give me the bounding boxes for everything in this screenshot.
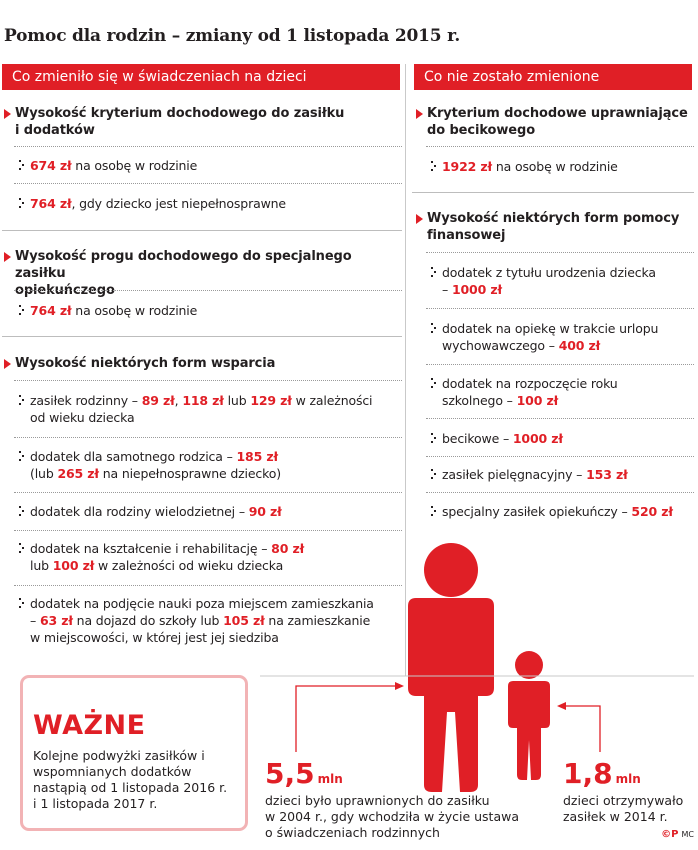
right-column-header: Co nie zostało zmienione — [414, 64, 692, 90]
amount: 764 zł — [30, 196, 72, 211]
list-item: dodatek na podjęcie nauki poza miejscem zamieszkania – 63 zł na dojazd do szkoły lub 105 zł na zamieszkanie w miejscowości, w której jest jej siedziba — [18, 595, 402, 646]
list-item: dodatek na kształcenie i rehabilitację – 80 zł lub 100 zł w zależności od wieku dziecka — [18, 540, 398, 574]
list-item: dodatek na rozpoczęcie roku szkolnego – 100 zł — [430, 375, 692, 409]
list-item: zasiłek pielęgnacyjny – 153 zł — [430, 466, 692, 483]
list-item: dodatek z tytułu urodzenia dziecka – 1000 zł — [430, 264, 692, 298]
section-title-line: do becikowego — [427, 123, 536, 138]
section-title-line: Wysokość niektórych form wsparcia — [15, 356, 276, 371]
amount: 185 zł — [236, 449, 278, 464]
important-note-text: Kolejne podwyżki zasiłków i wspomnianych dodatków nastąpią od 1 listopada 2016 r. i 1 listopada 2017 r. — [33, 748, 228, 811]
amount: 520 zł — [631, 504, 673, 519]
amount: 80 zł — [271, 541, 305, 556]
list-item: dodatek na opiekę w trakcie urlopu wychowawczego – 400 zł — [430, 320, 692, 354]
amount: 153 zł — [586, 467, 628, 482]
amount: 400 zł — [558, 338, 601, 353]
item-text: na osobę w rodzinie — [492, 159, 618, 174]
amount: 100 zł — [52, 558, 95, 573]
stat-received-2014-text: dzieci otrzymywało zasiłek w 2014 r. — [563, 793, 684, 824]
amount: 674 zł — [30, 158, 72, 173]
section-title-line: finansowej — [427, 228, 506, 243]
credit — [661, 829, 694, 840]
amount: 118 zł — [182, 393, 224, 408]
publisher-logo-icon: ©P — [661, 829, 679, 840]
list-item: zasiłek rodzinny – 89 zł, 118 zł lub 129 zł w zależności od wieku dziecka — [18, 392, 398, 426]
amount: 265 zł — [57, 466, 99, 481]
amount: 129 zł — [250, 393, 292, 408]
arrow-head-icon — [395, 682, 404, 690]
page-title: Pomoc dla rodzin – zmiany od 1 listopada 2015 r. — [4, 26, 461, 46]
amount: 105 zł — [223, 613, 265, 628]
amount: 1000 zł — [451, 282, 502, 297]
section-title-line: i dodatków — [15, 123, 95, 138]
important-note-box — [20, 675, 248, 831]
section-title-line: Wysokość kryterium dochodowego do zasiłku — [15, 106, 345, 121]
section-title-line: opiekuńczego — [15, 283, 115, 298]
left-column-header: Co zmieniło się w świadczeniach na dzieci — [2, 64, 400, 90]
amount: 1922 zł — [442, 159, 493, 174]
arrow-to-adult — [296, 686, 395, 752]
arrow-to-child — [566, 706, 600, 752]
arrow-head-icon — [557, 702, 566, 710]
section-title-line: Kryterium dochodowe uprawniające — [427, 106, 688, 121]
list-item: becikowe – 1000 zł — [430, 430, 692, 447]
section-title-line: Wysokość niektórych form pomocy — [427, 211, 680, 226]
stat-eligible-2004-text: dzieci było uprawnionych do zasiłku w 2004 r., gdy wchodziła w życie ustawa o świadczeniach rodzinnych — [265, 793, 519, 840]
important-note-title: WAŻNE — [33, 710, 146, 741]
stat-eligible-2004-value: 5,5 mln — [265, 757, 343, 790]
amount: 1000 zł — [512, 431, 563, 446]
amount: 90 zł — [248, 504, 282, 519]
list-item: specjalny zasiłek opiekuńczy – 520 zł — [430, 503, 692, 520]
amount: 764 zł — [30, 303, 72, 318]
child-figure-icon — [508, 651, 550, 780]
amount: 89 zł — [141, 393, 175, 408]
amount: 63 zł — [39, 613, 73, 628]
stat-received-2014-value: 1,8 mln — [563, 757, 641, 790]
item-text: na osobę w rodzinie — [71, 303, 198, 318]
section-title-line: Wysokość progu dochodowego do specjalnego zasiłku — [15, 249, 352, 281]
item-text: na osobę w rodzinie — [71, 158, 198, 173]
item-text: , gdy dziecko jest niepełnosprawne — [71, 196, 286, 211]
author-initials: MC — [681, 830, 694, 839]
list-item: dodatek dla rodziny wielodzietnej – 90 zł — [18, 503, 398, 520]
adult-figure-icon — [408, 543, 494, 792]
list-item: dodatek dla samotnego rodzica – 185 zł (lub 265 zł na niepełnosprawne dziecko) — [18, 448, 398, 482]
amount: 100 zł — [516, 393, 559, 408]
